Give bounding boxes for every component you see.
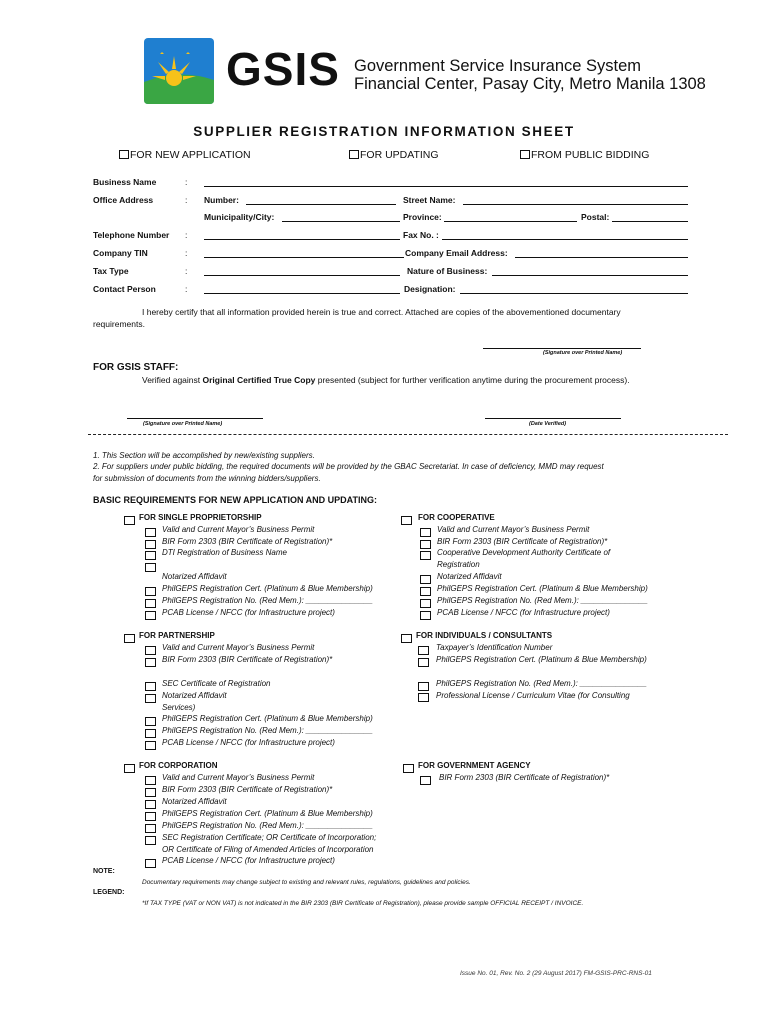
colon: : <box>185 195 188 205</box>
label-postal: Postal: <box>581 212 610 222</box>
requirement-item: Professional License / Curriculum Vitae (for Consulting <box>436 691 630 700</box>
note-text: Documentary requirements may change subject to existing and relevant rules, regulations, guidelines and policies. <box>142 879 471 886</box>
checkbox[interactable] <box>145 658 156 667</box>
label-contact-person: Contact Person <box>93 284 156 294</box>
checkbox[interactable] <box>145 836 156 845</box>
requirement-item: PhilGEPS Registration Cert. (Platinum & Blue Membership) <box>436 655 647 664</box>
label-office-address: Office Address <box>93 195 154 205</box>
option-label: FOR UPDATING <box>360 149 439 161</box>
company-tin-field[interactable] <box>204 257 404 258</box>
certification-line-1: I hereby certify that all information provided herein is true and correct. Attached are copies of the abovementioned documentary <box>142 307 621 317</box>
checkbox[interactable] <box>420 575 431 584</box>
checkbox[interactable] <box>145 551 156 560</box>
requirement-item: PCAB License / NFCC (for Infrastructure project) <box>162 856 335 865</box>
option-new-application[interactable] <box>119 149 251 161</box>
brand-name: GSIS <box>226 43 340 95</box>
checkbox[interactable] <box>145 729 156 738</box>
requirement-item: Valid and Current Mayor’s Business Permit <box>162 643 315 652</box>
section-divider <box>88 434 728 435</box>
checkbox[interactable] <box>145 824 156 833</box>
contact-person-field[interactable] <box>204 293 400 294</box>
label-business-name: Business Name <box>93 177 157 187</box>
checkbox[interactable] <box>420 551 431 560</box>
label-tax-type: Tax Type <box>93 266 129 276</box>
form-title: SUPPLIER REGISTRATION INFORMATION SHEET <box>193 124 575 139</box>
province-field[interactable] <box>444 221 577 222</box>
nature-of-business-field[interactable] <box>492 275 688 276</box>
label-street-name: Street Name: <box>403 195 456 205</box>
requirement-item: SEC Certificate of Registration <box>162 679 271 688</box>
checkbox[interactable] <box>119 150 129 159</box>
requirement-item: PhilGEPS Registration No. (Red Mem.): _______________ <box>162 596 373 605</box>
requirements-heading: BASIC REQUIREMENTS FOR NEW APPLICATION AND UPDATING: <box>93 495 377 505</box>
section-partnership: FOR PARTNERSHIP <box>139 631 215 640</box>
street-name-field[interactable] <box>463 204 688 205</box>
legend-label: LEGEND: <box>93 889 125 896</box>
tax-type-field[interactable] <box>204 275 400 276</box>
checkbox[interactable] <box>145 682 156 691</box>
label-municipality: Municipality/City: <box>204 212 275 222</box>
business-name-field[interactable] <box>204 186 688 187</box>
requirement-item: PhilGEPS Registration Cert. (Platinum & Blue Membership) <box>437 584 648 593</box>
section-government-agency: FOR GOVERNMENT AGENCY <box>418 761 531 770</box>
legend-text: *If TAX TYPE (VAT or NON VAT) is not indicated in the BIR 2303 (BIR Certificate of Registration), please provide sample OFFICIAL RECEIPT / INVOICE. <box>142 900 584 907</box>
requirement-item: SEC Registration Certificate; OR Certificate of Incorporation; <box>162 833 377 842</box>
requirement-item: Valid and Current Mayor’s Business Permit <box>162 773 315 782</box>
requirement-item: BIR Form 2303 (BIR Certificate of Registration)* <box>162 785 333 794</box>
requirement-item: Services) <box>162 703 196 712</box>
checkbox[interactable] <box>145 587 156 596</box>
supplier-signature-caption: (Signature over Printed Name) <box>543 350 623 356</box>
checkbox[interactable] <box>145 528 156 537</box>
checkbox[interactable] <box>420 587 431 596</box>
supplier-signature-line[interactable] <box>483 348 641 349</box>
checkbox[interactable] <box>420 540 431 549</box>
requirement-item: PhilGEPS Registration Cert. (Platinum & Blue Membership) <box>162 809 373 818</box>
checkbox[interactable] <box>520 150 530 159</box>
requirement-item: Cooperative Development Authority Certificate of <box>437 548 611 557</box>
checkbox[interactable] <box>418 658 429 667</box>
issue-number: Issue No. 01, Rev. No. 2 (29 August 2017) FM-GSIS-PRC-RNS-01 <box>460 970 652 977</box>
note-1: 1. This Section will be accomplished by new/existing suppliers. <box>93 451 315 460</box>
checkbox[interactable] <box>145 540 156 549</box>
checkbox[interactable] <box>145 788 156 797</box>
colon: : <box>185 230 188 240</box>
section-single-proprietorship: FOR SINGLE PROPRIETORSHIP <box>139 513 262 522</box>
requirement-item: PCAB License / NFCC (for Infrastructure project) <box>162 738 335 747</box>
org-name: Government Service Insurance System <box>354 57 642 75</box>
option-label: FOR NEW APPLICATION <box>130 149 251 161</box>
checkbox[interactable] <box>418 693 429 702</box>
date-verified-line[interactable] <box>485 418 621 419</box>
checkbox[interactable] <box>145 563 156 572</box>
staff-verification-text <box>142 375 630 385</box>
colon: : <box>185 284 188 294</box>
section-corporation: FOR CORPORATION <box>139 761 218 770</box>
checkbox-individuals[interactable] <box>401 634 412 643</box>
label-fax: Fax No. : <box>403 230 439 240</box>
requirement-item: PhilGEPS Registration No. (Red Mem.): _______________ <box>436 679 647 688</box>
checkbox-government-agency[interactable] <box>403 764 414 773</box>
verified-post: presented (subject for further verification anytime during the procurement process). <box>315 375 630 385</box>
section-cooperative: FOR COOPERATIVE <box>418 513 495 522</box>
checkbox[interactable] <box>420 611 431 620</box>
requirement-item: Valid and Current Mayor’s Business Permit <box>162 525 315 534</box>
checkbox[interactable] <box>145 646 156 655</box>
option-updating[interactable] <box>349 149 439 161</box>
checkbox[interactable] <box>420 599 431 608</box>
designation-field[interactable] <box>460 293 688 294</box>
checkbox[interactable] <box>145 859 156 868</box>
number-field[interactable] <box>246 204 396 205</box>
label-company-tin: Company TIN <box>93 248 148 258</box>
label-number: Number: <box>204 195 239 205</box>
checkbox[interactable] <box>145 717 156 726</box>
checkbox[interactable] <box>145 741 156 750</box>
colon: : <box>185 248 188 258</box>
requirement-item: PhilGEPS Registration No. (Red Mem.): _______________ <box>162 821 373 830</box>
certification-line-2: requirements. <box>93 319 145 329</box>
requirement-item: BIR Form 2303 (BIR Certificate of Registration)* <box>162 655 333 664</box>
checkbox[interactable] <box>145 812 156 821</box>
gsis-logo <box>144 38 214 104</box>
section-individuals-consultants: FOR INDIVIDUALS / CONSULTANTS <box>416 631 553 640</box>
label-nature-of-business: Nature of Business: <box>407 266 488 276</box>
requirement-item: PhilGEPS Registration No. (Red Mem.): _______________ <box>437 596 648 605</box>
checkbox[interactable] <box>145 599 156 608</box>
requirement-item: Notarized Affidavit <box>162 691 227 700</box>
note-2b: for submission of documents from the winning bidders/suppliers. <box>93 474 321 483</box>
label-telephone: Telephone Number <box>93 230 170 240</box>
option-public-bidding[interactable] <box>520 149 649 161</box>
checkbox[interactable] <box>145 800 156 809</box>
note-label: NOTE: <box>93 868 115 875</box>
checkbox[interactable] <box>418 646 429 655</box>
label-designation: Designation: <box>404 284 456 294</box>
staff-signature-line[interactable] <box>127 418 263 419</box>
requirement-item: OR Certificate of Filing of Amended Articles of Incorporation <box>162 845 374 854</box>
requirement-item: PhilGEPS Registration Cert. (Platinum & Blue Membership) <box>162 714 373 723</box>
option-label: FROM PUBLIC BIDDING <box>531 149 650 161</box>
checkbox[interactable] <box>420 776 431 785</box>
requirement-item: BIR Form 2303 (BIR Certificate of Registration)* <box>439 773 610 782</box>
requirement-item: BIR Form 2303 (BIR Certificate of Registration)* <box>162 537 333 546</box>
label-company-email: Company Email Address: <box>405 248 508 258</box>
fax-field[interactable] <box>442 239 688 240</box>
checkbox-cooperative[interactable] <box>401 516 412 525</box>
requirement-item: PCAB License / NFCC (for Infrastructure project) <box>437 608 610 617</box>
checkbox-corporation[interactable] <box>124 764 135 773</box>
requirement-item: Registration <box>437 560 480 569</box>
requirement-item: Valid and Current Mayor’s Business Permit <box>437 525 590 534</box>
requirement-item: PhilGEPS Registration No. (Red Mem.): _______________ <box>162 726 373 735</box>
company-email-field[interactable] <box>515 257 688 258</box>
checkbox[interactable] <box>145 611 156 620</box>
note-2a: 2. For suppliers under public bidding, the required documents will be provided by the GBAC Secretariat. In case of deficiency, MMD may request <box>93 462 604 471</box>
org-address: Financial Center, Pasay City, Metro Manila 1308 <box>354 75 706 93</box>
requirement-item: BIR Form 2303 (BIR Certificate of Registration)* <box>437 537 608 546</box>
checkbox-partnership[interactable] <box>124 634 135 643</box>
verified-bold: Original Certified True Copy <box>202 375 316 385</box>
staff-signature-caption: (Signature over Printed Name) <box>143 421 223 427</box>
checkbox[interactable] <box>145 776 156 785</box>
postal-field[interactable] <box>612 221 688 222</box>
label-province: Province: <box>403 212 442 222</box>
colon: : <box>185 177 188 187</box>
colon: : <box>185 266 188 276</box>
requirement-item: PCAB License / NFCC (for Infrastructure project) <box>162 608 335 617</box>
requirement-item: Notarized Affidavit <box>162 572 227 581</box>
municipality-field[interactable] <box>282 221 400 222</box>
requirement-item: Taxpayer’s Identification Number <box>436 643 553 652</box>
staff-heading: FOR GSIS STAFF: <box>93 362 179 373</box>
requirement-item: DTI Registration of Business Name <box>162 548 287 557</box>
checkbox[interactable] <box>145 694 156 703</box>
checkbox-single-proprietorship[interactable] <box>124 516 135 525</box>
requirement-item: PhilGEPS Registration Cert. (Platinum & Blue Membership) <box>162 584 373 593</box>
checkbox[interactable] <box>420 528 431 537</box>
checkbox[interactable] <box>349 150 359 159</box>
date-verified-caption: (Date Verified) <box>529 421 567 427</box>
requirement-item: Notarized Affidavit <box>162 797 227 806</box>
checkbox[interactable] <box>418 682 429 691</box>
telephone-field[interactable] <box>204 239 400 240</box>
verified-pre: Verified against <box>142 375 203 385</box>
requirement-item: Notarized Affidavit <box>437 572 502 581</box>
